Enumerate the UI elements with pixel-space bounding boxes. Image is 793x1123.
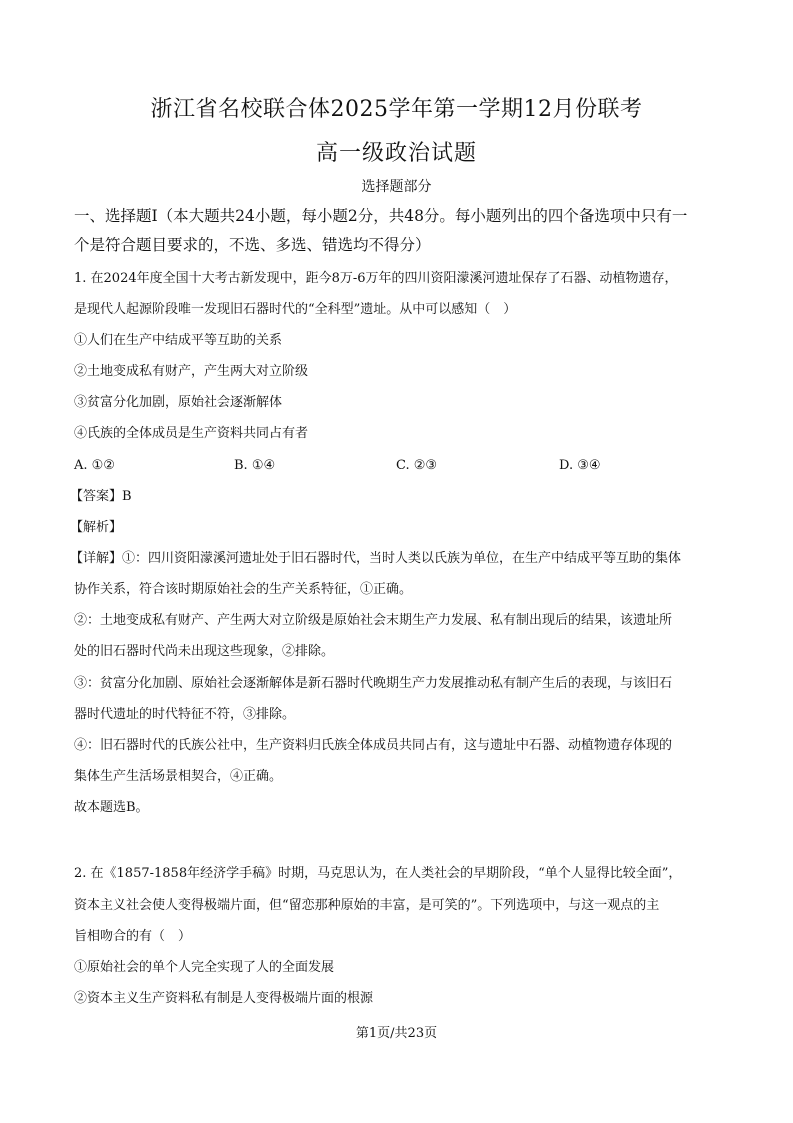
- q1-option-b: B. ①④: [234, 458, 276, 473]
- q2-stem: 旨相吻合的有（ ）: [74, 929, 192, 944]
- q2-item: ②资本主义生产资料私有制是人变得极端片面的根源: [74, 991, 374, 1006]
- q1-answer: 【答案】B: [70, 489, 132, 504]
- page-number: 第1页/共23页: [355, 1026, 438, 1041]
- q1-analysis-line: ③：贫富分化加剧、原始社会逐渐解体是新石器时代晚期生产力发展推动私有制产生后的表现，与该旧石: [74, 676, 673, 691]
- instructions-line: 一、选择题Ⅰ（本大题共24小题，每小题2分，共48分。每小题列出的四个备选项中只有一: [74, 207, 688, 225]
- exam-subtitle: 高一级政治试题: [315, 141, 477, 166]
- instructions-line: 个是符合题目要求的，不选、多选、错选均不得分）: [74, 236, 431, 254]
- q1-analysis-line: 处的旧石器时代尚未出现这些现象，②排除。: [74, 644, 335, 659]
- section-heading: 选择题部分: [361, 179, 432, 195]
- q1-option-c: C. ②③: [396, 458, 438, 473]
- q1-item: ②土地变成私有财产，产生两大对立阶级: [74, 364, 309, 379]
- q1-conclusion: 故本题选B。: [74, 800, 149, 815]
- q1-analysis-line: 集体生产生活场景相契合，④正确。: [74, 769, 283, 784]
- q1-stem: 1. 在2024年度全国十大考古新发现中，距今8万-6万年的四川资阳濛溪河遗址保存了石器、动植物遗存，: [74, 271, 678, 286]
- q2-stem: 2. 在《1857-1858年经济学手稿》时期，马克思认为，在人类社会的早期阶段，“单个人显得比较全面”，: [74, 866, 682, 881]
- exam-title: 浙江省名校联合体2025学年第一学期12月份联考: [150, 97, 643, 122]
- q1-analysis-line: ②：土地变成私有财产、产生两大对立阶级是原始社会末期生产力发展、私有制出现后的结果，该遗址所: [74, 613, 673, 628]
- q2-item: ①原始社会的单个人完全实现了人的全面发展: [74, 960, 335, 975]
- q1-option-d: D. ③④: [559, 458, 601, 473]
- q1-analysis-line: 【详解】①：四川资阳濛溪河遗址处于旧石器时代，当时人类以氏族为单位，在生产中结成平等互助的集体: [70, 551, 682, 566]
- q1-analysis-line: ④：旧石器时代的氏族公社中，生产资料归氏族全体成员共同占有，这与遗址中石器、动植物遗存体现的: [74, 738, 673, 753]
- q1-analysis-label: 【解析】: [70, 520, 123, 535]
- q1-analysis-line: 器时代遗址的时代特征不符，③排除。: [74, 707, 296, 722]
- q1-item: ④氏族的全体成员是生产资料共同占有者: [74, 426, 309, 441]
- q1-item: ③贫富分化加剧，原始社会逐渐解体: [74, 395, 283, 410]
- q2-stem: 资本主义社会使人变得极端片面，但“留恋那种原始的丰富，是可笑的”。下列选项中，与这一观点的主: [74, 898, 660, 913]
- q1-stem: 是现代人起源阶段唯一发现旧石器时代的“全科型”遗址。从中可以感知（ ）: [74, 302, 517, 317]
- q1-item: ①人们在生产中结成平等互助的关系: [74, 333, 283, 348]
- q1-analysis-line: 协作关系，符合该时期原始社会的生产关系特征，①正确。: [74, 582, 413, 597]
- q1-option-a: A. ①②: [74, 458, 115, 473]
